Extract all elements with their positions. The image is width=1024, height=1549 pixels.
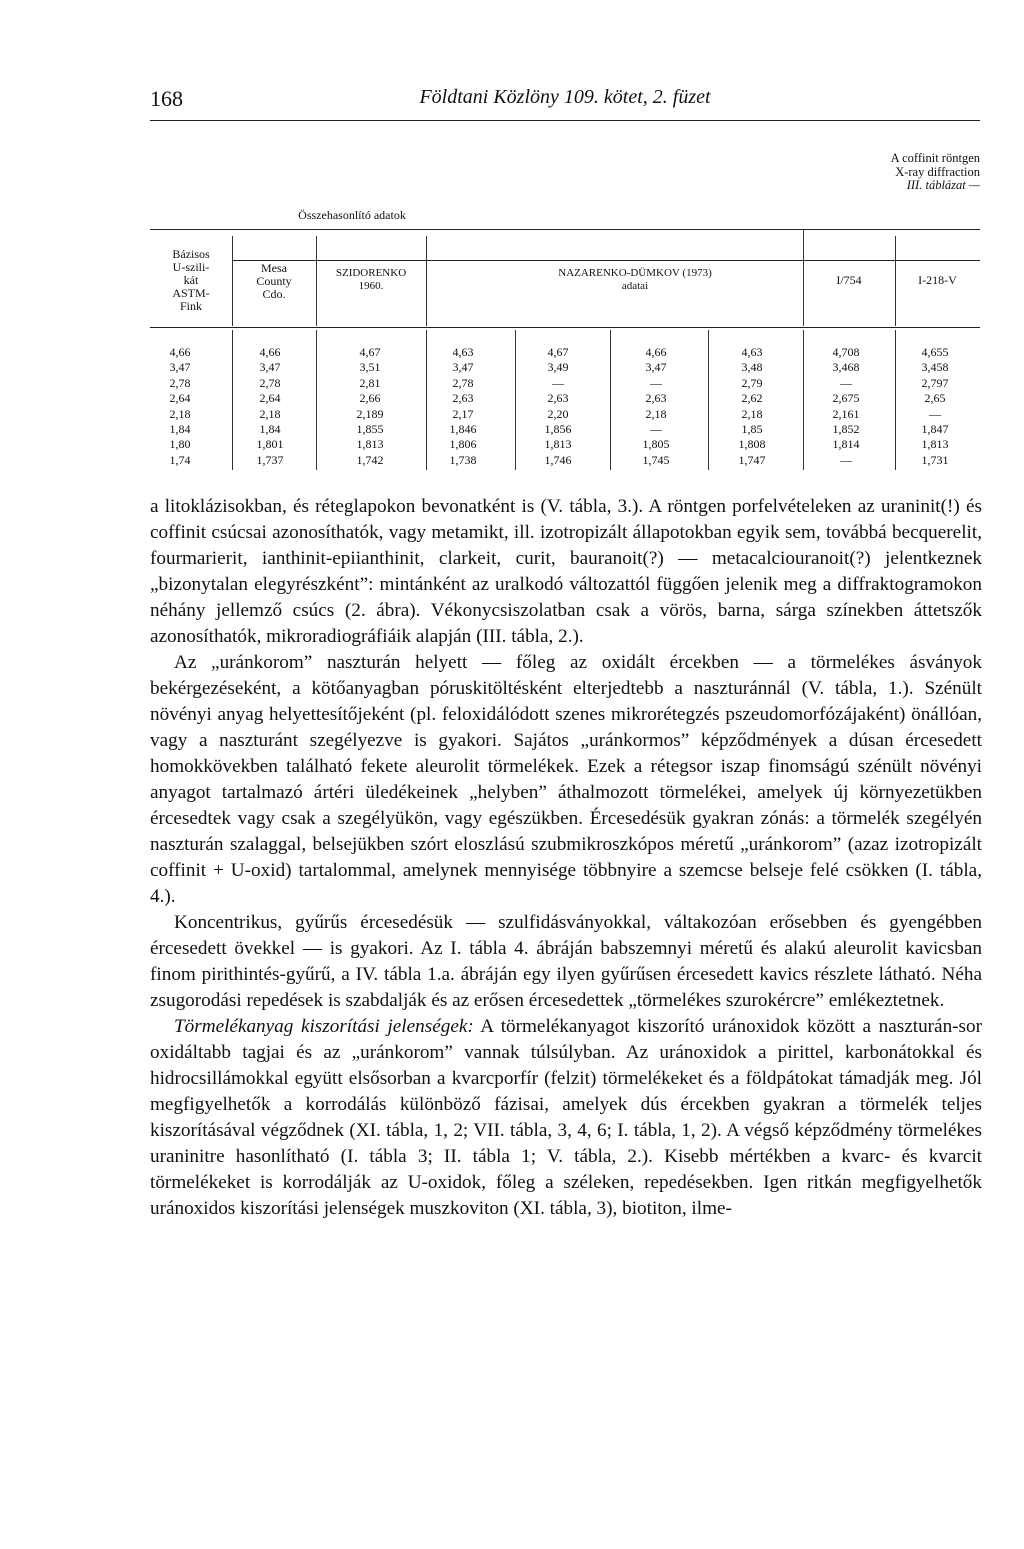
- table-cell: 1,738: [449, 452, 477, 467]
- caption-line-1: A coffinit röntgen: [890, 151, 980, 165]
- paragraph-4-text: A törmelékanyagot kiszorító uránoxidok között a naszturán-sor oxidáltabb tagjai és az „uránkorom” vannak túlsúlyban. Az uránoxidok a pirittel, karbonátokkal és hidrocsillámokkal együtt elsősorban a kvarcporfír (felzit) törmelékeket és a földpátokat támadják meg. Jól megfigyelhetők a korrodálás különböző fázisai, amelyek dús ércekben gyakran a törmelék teljes kiszorításával végződnek (XI. tábla, 1, 2; VII. tábla, 3, 4, 6; I. tábla, 1, 2). A végső képződmény törmelékes uraninitre hasonlítható (I. tábla 3; II. tábla 1; V. tábla, 2.). Kisebb mértékben a kvarc- és kvarcit törmelékeket is korrodálják az U-oxidok, főleg a széleken, repedésekben. Igen ritkán megfigyelhetők uránoxidos kiszorítási jelenségek muszkoviton (XI. tábla, 3), biotiton, ilme-: [150, 1016, 983, 1219]
- running-header: [150, 86, 980, 114]
- caption-line-3: III. táblázat —: [906, 178, 980, 192]
- table-cell: —: [552, 375, 564, 390]
- table-cell: 4,708: [832, 345, 860, 359]
- vrule: [515, 330, 516, 470]
- table-cell: 1,731: [921, 452, 949, 467]
- table-group-rule: [232, 260, 980, 261]
- table-cell: 2,78: [452, 375, 474, 390]
- table-cell: —: [650, 375, 662, 390]
- table-caption: [891, 152, 980, 193]
- col-header-szidorenko-text: SZIDORENKO 1960.: [335, 267, 407, 292]
- table-cell: 1,85: [741, 422, 763, 437]
- table-cell: 1,84: [169, 422, 191, 437]
- table-cell: 2,63: [645, 391, 667, 406]
- table-column: [905, 345, 965, 468]
- table-cell: 3,48: [741, 360, 763, 375]
- col-header-mesa: [232, 262, 316, 301]
- table-cell: 1,814: [832, 437, 860, 452]
- journal-title: Földtani Közlöny 109. kötet, 2. füzet: [419, 86, 711, 108]
- table-column: [722, 345, 782, 468]
- col-header-i218v: I-218-V: [918, 273, 957, 287]
- table-cell: 2,63: [452, 391, 474, 406]
- table-cell: 1,80: [169, 437, 191, 452]
- table-cell: —: [650, 422, 662, 437]
- table-top-rule: [150, 229, 980, 230]
- table-cell: 3,47: [645, 360, 667, 375]
- table-cell: 2,63: [547, 391, 569, 406]
- table-cell: 3,468: [832, 360, 860, 375]
- table-cell: 2,161: [832, 406, 860, 421]
- table-cell: 2,20: [547, 406, 569, 421]
- table-cell: 1,847: [921, 422, 949, 437]
- table-column: [433, 345, 493, 468]
- col-header-mesa-text: Mesa County Cdo.: [256, 261, 292, 301]
- table-cell: 3,458: [921, 360, 949, 375]
- table-cell: 1,805: [642, 437, 670, 452]
- table-cell: 1,856: [544, 422, 572, 437]
- table-cell: 1,846: [449, 422, 477, 437]
- table-cell: 2,64: [169, 391, 191, 406]
- table-cell: 4,66: [259, 345, 281, 359]
- vrule: [708, 330, 709, 470]
- table-cell: 2,189: [356, 406, 384, 421]
- vrule: [803, 330, 804, 470]
- table-cell: 2,64: [259, 391, 281, 406]
- table-cell: 1,746: [544, 452, 572, 467]
- table-cell: 1,808: [738, 437, 766, 452]
- table-cell: 2,18: [645, 406, 667, 421]
- table-cell: 2,17: [452, 406, 474, 421]
- table-cell: 3,47: [169, 360, 191, 375]
- table-cell: 2,66: [359, 391, 381, 406]
- vrule: [610, 330, 611, 470]
- table-cell: 3,47: [452, 360, 474, 375]
- table-column: [626, 345, 686, 468]
- table-column: [242, 345, 298, 468]
- col-header-nazarenko: [530, 267, 740, 293]
- vrule: [426, 330, 427, 470]
- table-cell: 1,813: [356, 437, 384, 452]
- col-header-nazarenko-text: NAZARENKO-DÜMKOV (1973) adatai: [558, 267, 712, 292]
- table-column: [528, 345, 588, 468]
- table-column: [816, 345, 876, 468]
- paragraph-4: [150, 1014, 982, 1222]
- header-rule: [150, 120, 980, 121]
- col-header-szidorenko: [316, 267, 426, 293]
- table-cell: 3,51: [359, 360, 381, 375]
- paragraph-3: Koncentrikus, gyűrűs ércesedésük — szulfidásványokkal, váltakozóan erősebben és gyengébben ércesedett övekkel — is gyakori. Az I. tábla 4. ábráján babszemnyi méretű és alakú aleurolit kavicsban finom pirithintés-gyűrű, a IV. tábla 1.a. ábráján egy ilyen gyűrűsen ércesedett kavics részlete látható. Néha zsugorodási repedések is szabdalják és az erősen ércesedettek „törmelékes szurokércre” emlékeztetnek.: [150, 912, 982, 1011]
- vrule: [426, 236, 427, 326]
- table-cell: 4,655: [921, 345, 949, 359]
- table-cell: 4,63: [741, 345, 763, 359]
- table-cell: 4,67: [359, 345, 381, 359]
- vrule: [895, 330, 896, 470]
- page-number: 168: [150, 86, 183, 111]
- table-cell: 1,813: [544, 437, 572, 452]
- table-cell: —: [840, 375, 852, 390]
- table-column: [150, 345, 210, 468]
- table-cell: 1,742: [356, 452, 384, 467]
- table-cell: 1,745: [642, 452, 670, 467]
- table-cell: —: [929, 406, 941, 421]
- table-cell: 2,675: [832, 391, 860, 406]
- table-cell: 2,65: [924, 391, 946, 406]
- vrule: [316, 330, 317, 470]
- table-cell: 4,67: [547, 345, 569, 359]
- paragraph-4-lead: Törmelékanyag kiszorítási jelenségek:: [174, 1016, 474, 1037]
- vrule: [232, 330, 233, 470]
- table-column: [340, 345, 400, 468]
- col-header-astm-text: Bázisos U-szili- kát ASTM- Fink: [172, 247, 210, 313]
- table-cell: 2,78: [259, 375, 281, 390]
- paragraph-2: Az „uránkorom” naszturán helyett — főleg az oxidált ércekben — a törmelékes ásványok bekérgezéseként, a kötőanyagban póruskitöltésként elterjedtebb a naszturánnál (V. tábla, 1.). Szénült növényi anyag helyettesítőjeként (pl. feloxidálódott szenes mikrorétegzés pszeudomorfózájaként) önállóan, vagy a naszturánt szegélyezve is gyakori. Sajátos „uránkormos” képződmények a dúsan ércesedett homokkövekben található fekete aleurolit törmelékek. Ezek a rétegsor iszap finomságú szénült növényi anyagot tartalmazó ártéri üledékeinek „helyben” áthalmozott törmelékei, amelyek új környezetükben ércesedtek vagy csak a szegélyükön, vagy egészükben. Ércesedésük gyakran zónás: a törmelék szegélyén naszturán szalaggal, belsejükben szórt eloszlású szubmikroszkópos méretű „uránkorom” (azaz izotropizált coffinit + U-oxid) tartalommal, amelynek mennyisége többnyire a szemcse belseje felé csökken (I. tábla, 4.).: [150, 652, 982, 907]
- table-cell: 4,66: [645, 345, 667, 359]
- table-cell: 1,801: [256, 437, 284, 452]
- col-header-i754: I/754: [836, 273, 862, 287]
- table-cell: 1,813: [921, 437, 949, 452]
- group-header: Összehasonlító adatok: [298, 208, 406, 222]
- table-cell: 1,84: [259, 422, 281, 437]
- body-text: [150, 494, 982, 1222]
- table-cell: 2,18: [259, 406, 281, 421]
- table-cell: 2,79: [741, 375, 763, 390]
- table-cell: 2,18: [169, 406, 191, 421]
- table-cell: —: [840, 452, 852, 467]
- table-cell: 1,747: [738, 452, 766, 467]
- table-cell: 3,47: [259, 360, 281, 375]
- table-cell: 2,78: [169, 375, 191, 390]
- table-cell: 2,81: [359, 375, 381, 390]
- table-cell: 2,18: [741, 406, 763, 421]
- table-cell: 4,63: [452, 345, 474, 359]
- table-cell: 2,797: [921, 375, 949, 390]
- table-cell: 4,66: [169, 345, 191, 359]
- paragraph-1: a litoklázisokban, és réteglapokon bevonatként is (V. tábla, 3.). A röntgen porfelvételeken az uraninit(!) és coffinit csúcsai azonosíthatók, vagy metamikt, ill. izotropizált állapotokban egyik sem, továbbá becquerelit, fourmarierit, ianthinit-epiianthinit, clarkeit, curit, bauranoit(?) — metacalciouranoit(?) jelentkeznek „bizonytalan elegyrészként”: mintánként az uralkodó változattól függően jelenik meg a diffraktogramokon néhány jellemző csúcs (2. ábra). Vékonycsiszolatban csak a vörös, barna, sárga színekben áttetszők azonosíthatók, mikroradiográfiáik alapján (III. tábla, 2.).: [150, 496, 982, 647]
- col-header-astm: [150, 248, 232, 313]
- table-cell: 2,62: [741, 391, 763, 406]
- table-cell: 3,49: [547, 360, 569, 375]
- table-cell: 1,855: [356, 422, 384, 437]
- table-cell: 1,737: [256, 452, 284, 467]
- table-header-rule: [150, 327, 980, 328]
- table-cell: 1,806: [449, 437, 477, 452]
- table-cell: 1,74: [169, 452, 191, 467]
- table-cell: 1,852: [832, 422, 860, 437]
- caption-line-2: X-ray diffraction: [895, 164, 980, 179]
